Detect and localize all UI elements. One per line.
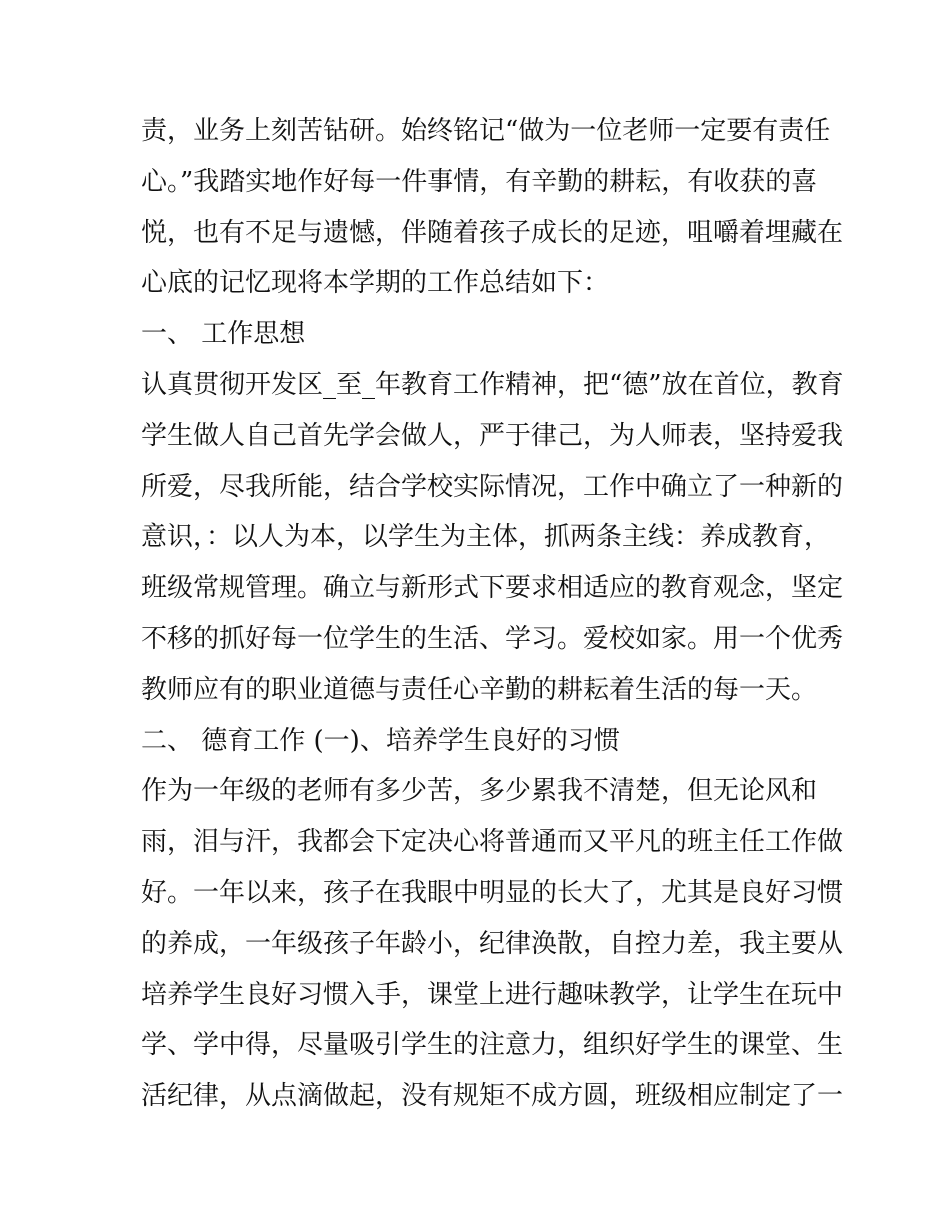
text-line-2: 心。”我踏实地作好每一件事情，有辛勤的耕耘，有收获的喜 [141, 166, 818, 197]
section-heading-work-thoughts: 一、 工作思想 [141, 319, 306, 350]
text-line-7: 学生做人自己首先学会做人，严于律己，为人师表，坚持爱我 [141, 420, 844, 451]
text-line-17: 的养成，一年级孩子年龄小，纪律涣散，自控力差，我主要从 [141, 928, 844, 959]
text-line-6: 认真贯彻开发区_至_年教育工作精神，把“德”放在首位，教育 [141, 369, 844, 400]
text-line-15: 雨，泪与汗，我都会下定决心将普通而又平凡的班主任工作做 [141, 827, 844, 858]
text-line-20: 活纪律，从点滴做起，没有规矩不成方圆，班级相应制定了一 [141, 1081, 844, 1112]
text-line-4: 心底的记忆现将本学期的工作总结如下： [141, 268, 610, 299]
section-heading-moral-education: 二、 德育工作 (一)、培养学生良好的习惯 [141, 725, 620, 756]
text-line-9: 意识，：以人为本，以学生为主体，抓两条主线：养成教育， [141, 522, 831, 553]
text-line-19: 学、学中得，尽量吸引学生的注意力，组织好学生的课堂、生 [141, 1030, 844, 1061]
text-line-14: 作为一年级的老师有多少苦，多少累我不清楚，但无论风和 [141, 776, 818, 807]
text-line-11: 不移的抓好每一位学生的生活、学习。爱校如家。用一个优秀 [141, 623, 844, 654]
text-line-10: 班级常规管理。确立与新形式下要求相适应的教育观念，坚定 [141, 573, 844, 604]
text-line-1: 责，业务上刻苦钻研。始终铭记“做为一位老师一定要有责任 [141, 116, 831, 146]
text-line-3: 悦，也有不足与遗憾，伴随着孩子成长的足迹，咀嚼着埋藏在 [141, 217, 844, 248]
text-line-8: 所爱，尽我所能，结合学校实际情况，工作中确立了一种新的 [141, 471, 844, 502]
text-line-16: 好。一年以来，孩子在我眼中明显的长大了，尤其是良好习惯 [141, 877, 844, 908]
text-line-18: 培养学生良好习惯入手，课堂上进行趣味教学，让学生在玩中 [141, 979, 844, 1010]
text-line-12: 教师应有的职业道德与责任心辛勤的耕耘着生活的每一天。 [141, 674, 818, 705]
document-body [141, 106, 844, 1122]
